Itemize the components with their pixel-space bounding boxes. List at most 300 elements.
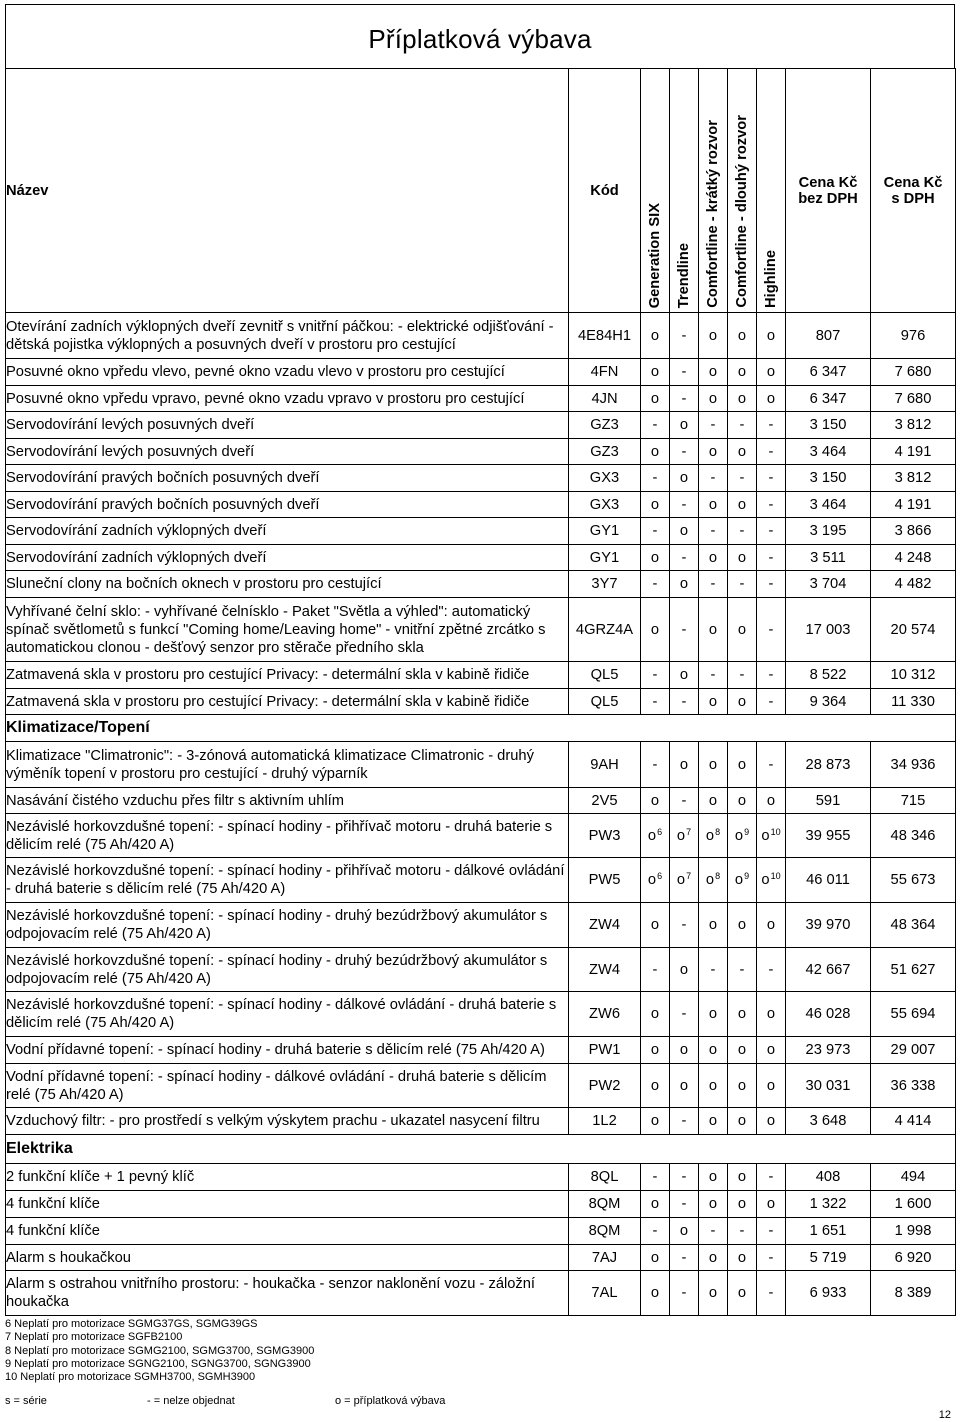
trim-availability — [728, 386, 757, 412]
trim-mark: o — [761, 872, 770, 888]
trim-availability — [641, 492, 670, 518]
item-code: GY1 — [569, 518, 641, 545]
price-without-vat: 3 704 — [786, 571, 871, 598]
trim-availability — [670, 689, 699, 715]
footnote-ref: 7 — [686, 871, 692, 881]
trim-mark: - — [768, 496, 774, 513]
price-with-vat: 4 191 — [871, 492, 956, 518]
trim-availability — [641, 1218, 670, 1245]
price-with-vat: 4 248 — [871, 545, 956, 571]
trim-availability — [641, 1191, 670, 1218]
trim-mark: o — [650, 549, 660, 566]
trim-availability — [757, 465, 786, 492]
header-name: Název — [6, 69, 569, 313]
trim-mark: - — [652, 576, 658, 592]
header-trim-label: Highline — [763, 250, 779, 308]
table-row — [6, 788, 956, 814]
trim-mark: o — [650, 390, 660, 407]
item-code: GY1 — [569, 545, 641, 571]
trim-mark: - — [681, 917, 687, 933]
trim-availability — [670, 814, 699, 858]
trim-mark: - — [768, 1223, 774, 1239]
item-name: 4 funkční klíče — [6, 1218, 569, 1245]
trim-mark: o — [766, 327, 776, 344]
trim-availability — [757, 545, 786, 571]
trim-mark: o — [766, 1113, 776, 1129]
header-price-line: Cena Kč — [883, 174, 943, 191]
trim-mark: o — [737, 621, 747, 638]
price-without-vat: 6 933 — [786, 1271, 871, 1316]
trim-mark: - — [710, 961, 716, 978]
trim-mark: - — [739, 1223, 745, 1239]
item-code: PW5 — [569, 858, 641, 903]
trim-availability — [699, 689, 728, 715]
trim-mark: o — [679, 1042, 689, 1058]
trim-mark: o — [647, 872, 657, 888]
trim-availability — [670, 571, 699, 598]
trim-mark: o — [650, 1113, 660, 1129]
trim-mark: - — [710, 1223, 716, 1239]
trim-availability — [641, 814, 670, 858]
price-with-vat: 36 338 — [871, 1064, 956, 1108]
item-name: Servodovírání levých posuvných dveří — [6, 412, 569, 439]
header-trim-label: Comfortline - dlouhý rozvor — [734, 115, 750, 308]
trim-availability — [670, 313, 699, 359]
header-price-without-vat — [786, 69, 871, 313]
trim-mark: - — [681, 549, 687, 566]
trim-mark: o — [737, 917, 747, 933]
section-row — [6, 715, 956, 742]
trim-mark: o — [734, 872, 744, 888]
trim-mark: o — [705, 827, 715, 844]
trim-mark: o — [708, 1042, 718, 1058]
trim-availability — [757, 858, 786, 903]
trim-availability — [728, 439, 757, 465]
price-without-vat: 46 011 — [786, 858, 871, 903]
item-code: 8QM — [569, 1191, 641, 1218]
header-trim-label: Generation SIX — [647, 202, 663, 308]
item-name: 4 funkční klíče — [6, 1191, 569, 1218]
trim-mark: - — [681, 496, 687, 513]
trim-availability — [670, 1191, 699, 1218]
trim-availability — [728, 1164, 757, 1191]
item-name: Servodovírání pravých bočních posuvných dveří — [6, 465, 569, 492]
trim-mark: o — [650, 1196, 660, 1212]
item-code: QL5 — [569, 689, 641, 715]
trim-mark: o — [679, 470, 689, 486]
price-with-vat: 20 574 — [871, 598, 956, 662]
footnote: 7 Neplatí pro motorizace SGFB2100 — [5, 1331, 183, 1344]
trim-availability — [728, 571, 757, 598]
item-name: Vodní přídavné topení: - spínací hodiny - druhá baterie s dělicím relé (75 Ah/420 A) — [6, 1037, 569, 1064]
trim-availability — [728, 412, 757, 439]
trim-mark: o — [650, 364, 660, 380]
trim-mark: o — [708, 327, 718, 344]
trim-mark: - — [768, 1169, 774, 1185]
trim-mark: o — [737, 1042, 747, 1058]
trim-availability — [641, 948, 670, 992]
price-table — [5, 68, 956, 1316]
trim-mark: o — [737, 1285, 747, 1301]
table-row — [6, 948, 956, 992]
price-with-vat: 51 627 — [871, 948, 956, 992]
trim-availability — [728, 992, 757, 1037]
trim-availability — [699, 313, 728, 359]
trim-availability — [699, 1245, 728, 1271]
trim-mark: o — [708, 792, 718, 809]
trim-availability — [641, 598, 670, 662]
trim-availability — [670, 1064, 699, 1108]
trim-availability — [728, 359, 757, 386]
header-price-line: s DPH — [891, 190, 935, 207]
trim-availability — [699, 545, 728, 571]
trim-mark: - — [681, 327, 687, 344]
trim-availability — [699, 359, 728, 386]
trim-mark: o — [737, 756, 747, 773]
trim-availability — [757, 359, 786, 386]
price-without-vat: 9 364 — [786, 689, 871, 715]
price-without-vat: 3 464 — [786, 439, 871, 465]
price-without-vat: 39 970 — [786, 903, 871, 948]
trim-mark: o — [650, 1006, 660, 1022]
price-without-vat: 3 648 — [786, 1108, 871, 1135]
trim-mark: o — [708, 1169, 718, 1185]
price-list-page — [5, 4, 955, 1408]
trim-mark: o — [737, 496, 747, 513]
trim-mark: o — [737, 1169, 747, 1185]
header-price-line: bez DPH — [798, 190, 858, 207]
trim-mark: - — [739, 576, 745, 592]
item-name: Zatmavená skla v prostoru pro cestující Privacy: - determální skla v kabině řidiče — [6, 689, 569, 715]
trim-availability — [699, 1037, 728, 1064]
trim-availability — [670, 492, 699, 518]
section-row — [6, 1135, 956, 1164]
trim-mark: o — [766, 792, 776, 809]
item-name: Nezávislé horkovzdušné topení: - spínací hodiny - druhý bezúdržbový akumulátor s odpojovacím relé (75 Ah/420 A) — [6, 948, 569, 992]
price-with-vat: 10 312 — [871, 662, 956, 689]
item-name: Nezávislé horkovzdušné topení: - spínací hodiny - druhý bezúdržbový akumulátor s odpojovacím relé (75 Ah/420 A) — [6, 903, 569, 948]
item-code: 4GRZ4A — [569, 598, 641, 662]
trim-mark: o — [737, 1113, 747, 1129]
trim-mark: o — [708, 621, 718, 638]
trim-availability — [728, 1218, 757, 1245]
footnote: 9 Neplatí pro motorizace SGNG2100, SGNG3700, SGNG3900 — [5, 1357, 311, 1370]
trim-mark: o — [650, 1042, 660, 1058]
trim-mark: - — [681, 1006, 687, 1022]
trim-availability — [728, 518, 757, 545]
price-with-vat: 1 998 — [871, 1218, 956, 1245]
footnote: 8 Neplatí pro motorizace SGMG2100, SGMG3700, SGMG3900 — [5, 1344, 315, 1357]
trim-mark: o — [679, 523, 689, 539]
trim-availability — [757, 598, 786, 662]
item-code: ZW4 — [569, 948, 641, 992]
page-title: Příplatková výbava — [368, 24, 592, 54]
table-row — [6, 571, 956, 598]
trim-availability — [757, 1037, 786, 1064]
trim-availability — [670, 858, 699, 903]
trim-availability — [641, 439, 670, 465]
trim-availability — [757, 788, 786, 814]
trim-mark: - — [681, 1285, 687, 1301]
trim-mark: - — [652, 470, 658, 486]
footnotes — [5, 1318, 955, 1384]
item-name: Servodovírání zadních výklopných dveří — [6, 545, 569, 571]
trim-availability — [699, 439, 728, 465]
trim-availability — [670, 992, 699, 1037]
trim-availability — [670, 662, 699, 689]
trim-availability — [728, 1037, 757, 1064]
trim-mark: - — [768, 756, 774, 773]
trim-mark: o — [766, 1042, 776, 1058]
item-code: 4JN — [569, 386, 641, 412]
price-without-vat: 28 873 — [786, 742, 871, 788]
price-without-vat: 6 347 — [786, 359, 871, 386]
trim-availability — [641, 386, 670, 412]
trim-availability — [670, 1108, 699, 1135]
price-without-vat: 408 — [786, 1164, 871, 1191]
trim-availability — [699, 1191, 728, 1218]
price-with-vat: 48 346 — [871, 814, 956, 858]
trim-availability — [757, 689, 786, 715]
table-row — [6, 386, 956, 412]
trim-mark: - — [710, 470, 716, 486]
item-code: 1L2 — [569, 1108, 641, 1135]
trim-mark: o — [737, 327, 747, 344]
trim-mark: - — [739, 470, 745, 486]
trim-mark: - — [768, 443, 774, 460]
item-name: Nezávislé horkovzdušné topení: - spínací hodiny - přihřívač motoru - dálkové ovládání - druhá baterie s dělicím relé (75 Ah/420 A) — [6, 858, 569, 903]
item-name: 2 funkční klíče + 1 pevný klíč — [6, 1164, 569, 1191]
trim-mark: o — [708, 390, 718, 407]
price-with-vat: 4 191 — [871, 439, 956, 465]
trim-mark: o — [766, 1196, 776, 1212]
trim-availability — [757, 313, 786, 359]
trim-mark: o — [737, 792, 747, 809]
item-name: Alarm s houkačkou — [6, 1245, 569, 1271]
trim-mark: o — [708, 917, 718, 933]
table-row — [6, 518, 956, 545]
header-trim-comfortline-long — [728, 69, 757, 313]
header-code: Kód — [569, 69, 641, 313]
trim-availability — [757, 518, 786, 545]
item-code: 7AL — [569, 1271, 641, 1316]
item-code: 8QM — [569, 1218, 641, 1245]
price-with-vat: 48 364 — [871, 903, 956, 948]
trim-availability — [670, 1037, 699, 1064]
item-name: Servodovírání pravých bočních posuvných dveří — [6, 492, 569, 518]
trim-availability — [699, 386, 728, 412]
trim-mark: o — [647, 827, 657, 844]
trim-mark: - — [739, 417, 745, 433]
trim-mark: o — [708, 549, 718, 566]
trim-mark: - — [681, 364, 687, 380]
trim-mark: o — [708, 1249, 718, 1266]
trim-availability — [670, 1245, 699, 1271]
trim-mark: o — [650, 621, 660, 638]
item-name: Posuvné okno vpředu vlevo, pevné okno vzadu vlevo v prostoru pro cestující — [6, 359, 569, 386]
price-with-vat: 4 414 — [871, 1108, 956, 1135]
footnote: 10 Neplatí pro motorizace SGMH3700, SGMH3900 — [5, 1371, 256, 1384]
trim-mark: - — [768, 470, 774, 486]
trim-availability — [728, 1245, 757, 1271]
item-name: Servodovírání levých posuvných dveří — [6, 439, 569, 465]
trim-availability — [641, 1064, 670, 1108]
price-with-vat: 34 936 — [871, 742, 956, 788]
item-name: Vodní přídavné topení: - spínací hodiny - dálkové ovládání - druhá baterie s dělicím relé (75 Ah/420 A) — [6, 1064, 569, 1108]
footnote-ref: 8 — [715, 871, 721, 881]
footnote-ref: 9 — [744, 871, 750, 881]
trim-availability — [757, 492, 786, 518]
item-code: ZW6 — [569, 992, 641, 1037]
trim-availability — [757, 1218, 786, 1245]
price-without-vat: 591 — [786, 788, 871, 814]
trim-availability — [699, 1218, 728, 1245]
table-row — [6, 1108, 956, 1135]
table-row — [6, 1218, 956, 1245]
price-without-vat: 23 973 — [786, 1037, 871, 1064]
trim-availability — [699, 1064, 728, 1108]
price-without-vat: 30 031 — [786, 1064, 871, 1108]
trim-mark: - — [768, 1249, 774, 1266]
trim-availability — [641, 992, 670, 1037]
trim-availability — [699, 858, 728, 903]
footnote-ref: 9 — [744, 826, 750, 837]
item-name: Alarm s ostrahou vnitřního prostoru: - houkačka - senzor naklonění vozu - záložní houkačka — [6, 1271, 569, 1316]
table-row — [6, 742, 956, 788]
price-with-vat: 1 600 — [871, 1191, 956, 1218]
trim-mark: o — [650, 792, 660, 809]
item-code: GX3 — [569, 492, 641, 518]
trim-availability — [670, 1271, 699, 1316]
trim-mark: o — [708, 1006, 718, 1022]
price-with-vat: 8 389 — [871, 1271, 956, 1316]
trim-mark: o — [737, 1077, 747, 1094]
header-trim-generation-six — [641, 69, 670, 313]
trim-availability — [670, 1164, 699, 1191]
item-code: GX3 — [569, 465, 641, 492]
section-heading: Elektrika — [6, 1135, 956, 1164]
footnote-ref: 6 — [657, 826, 663, 837]
trim-availability — [757, 412, 786, 439]
table-row — [6, 545, 956, 571]
trim-availability — [757, 742, 786, 788]
trim-availability — [699, 465, 728, 492]
trim-availability — [641, 545, 670, 571]
item-code: 3Y7 — [569, 571, 641, 598]
item-code: 2V5 — [569, 788, 641, 814]
section-heading: Klimatizace/Topení — [6, 715, 956, 742]
trim-availability — [641, 1108, 670, 1135]
trim-availability — [699, 598, 728, 662]
trim-availability — [699, 518, 728, 545]
trim-availability — [641, 1245, 670, 1271]
item-name: Otevírání zadních výklopných dveří zevnitř s vnitřní páčkou: - elektrické odjišťování - dětská pojistka výklopných a posuvných dveří v prostoru pro cestující — [6, 313, 569, 359]
trim-availability — [757, 1245, 786, 1271]
trim-mark: o — [650, 1285, 660, 1301]
trim-availability — [641, 662, 670, 689]
trim-mark: o — [708, 1077, 718, 1094]
price-with-vat: 55 673 — [871, 858, 956, 903]
trim-availability — [728, 465, 757, 492]
trim-mark: o — [679, 417, 689, 433]
price-without-vat: 1 322 — [786, 1191, 871, 1218]
item-name: Posuvné okno vpředu vpravo, pevné okno vzadu vpravo v prostoru pro cestující — [6, 386, 569, 412]
item-code: 4FN — [569, 359, 641, 386]
price-without-vat: 3 511 — [786, 545, 871, 571]
table-row — [6, 1037, 956, 1064]
trim-mark: - — [652, 523, 658, 539]
price-with-vat: 11 330 — [871, 689, 956, 715]
trim-availability — [728, 689, 757, 715]
price-with-vat: 29 007 — [871, 1037, 956, 1064]
trim-availability — [699, 903, 728, 948]
trim-availability — [728, 662, 757, 689]
header-trim-label: Trendline — [676, 242, 692, 308]
trim-mark: - — [710, 667, 716, 683]
trim-mark: o — [737, 1249, 747, 1266]
header-trim-label: Comfortline - krátký rozvor — [705, 120, 721, 308]
trim-mark: o — [737, 1196, 747, 1212]
trim-availability — [728, 545, 757, 571]
header-trim-highline — [757, 69, 786, 313]
trim-availability — [757, 1108, 786, 1135]
trim-availability — [641, 1037, 670, 1064]
table-row — [6, 1271, 956, 1316]
trim-availability — [728, 1191, 757, 1218]
price-with-vat: 3 812 — [871, 412, 956, 439]
trim-availability — [728, 1271, 757, 1316]
trim-mark: - — [768, 667, 774, 683]
trim-mark: o — [708, 1285, 718, 1301]
trim-mark: - — [739, 523, 745, 539]
trim-mark: o — [679, 576, 689, 592]
trim-mark: o — [708, 756, 718, 773]
trim-availability — [641, 465, 670, 492]
trim-mark: o — [737, 1006, 747, 1022]
item-name: Servodovírání zadních výklopných dveří — [6, 518, 569, 545]
trim-availability — [670, 439, 699, 465]
trim-availability — [641, 788, 670, 814]
price-with-vat: 3 866 — [871, 518, 956, 545]
trim-mark: o — [650, 496, 660, 513]
trim-availability — [670, 412, 699, 439]
table-row — [6, 903, 956, 948]
trim-availability — [670, 518, 699, 545]
trim-availability — [728, 814, 757, 858]
trim-availability — [757, 948, 786, 992]
item-code: PW2 — [569, 1064, 641, 1108]
trim-availability — [670, 465, 699, 492]
item-code: QL5 — [569, 662, 641, 689]
header-price-with-vat — [871, 69, 956, 313]
trim-mark: - — [710, 576, 716, 592]
trim-mark: o — [650, 1077, 660, 1094]
trim-mark: o — [766, 1077, 776, 1094]
legend — [5, 1395, 955, 1408]
trim-availability — [699, 814, 728, 858]
trim-mark: - — [652, 961, 658, 978]
item-code: GZ3 — [569, 412, 641, 439]
trim-mark: - — [681, 621, 687, 638]
price-with-vat: 6 920 — [871, 1245, 956, 1271]
trim-mark: - — [710, 417, 716, 433]
item-code: PW3 — [569, 814, 641, 858]
trim-mark: o — [708, 496, 718, 513]
item-name: Klimatizace "Climatronic": - 3-zónová automatická klimatizace Climatronic - druhý výměník topení v prostoru pro cestující - druhý výparník — [6, 742, 569, 788]
trim-mark: - — [768, 417, 774, 433]
trim-availability — [728, 948, 757, 992]
trim-mark: o — [737, 364, 747, 380]
